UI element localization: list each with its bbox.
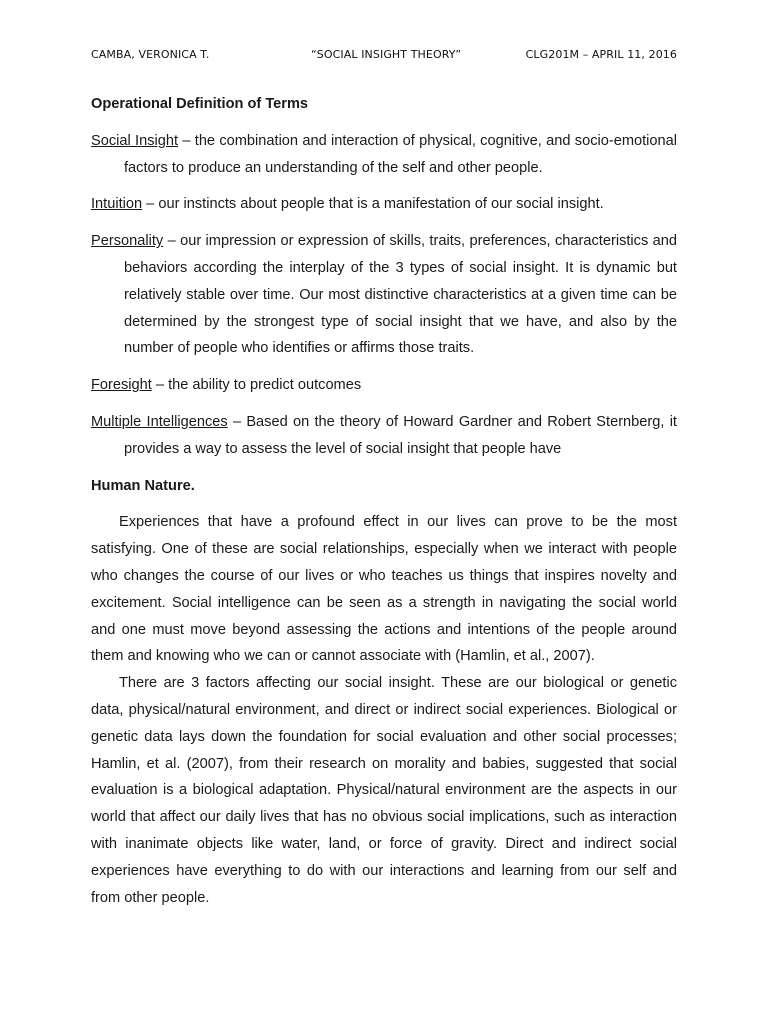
definition-text: – the combination and interaction of physical, cognitive, and socio-emotional factors to produce an understanding of the self and other people.: [124, 132, 677, 176]
definition-term: Intuition: [91, 196, 143, 213]
paragraph: There are 3 factors affecting our social insight. These are our biological or genetic data, physical/natural environment, and direct or indirect social experiences. Biological or genetic data lays down the foundation for social evaluation and other social processes; Hamlin, et al. (2007), from their research on morality and babies, suggested that social evaluation is a biological adaptation. Physical/natural environment are the aspects in our world that affect our daily lives that has no obvious social implications, such as interaction with inanimate objects like water, land, or force of gravity. Direct and indirect social experiences have everything to do with our interactions and learning from our self and from other people.: [91, 675, 677, 906]
definition-intuition: [91, 191, 677, 218]
section-heading-definitions: Operational Definition of Terms: [91, 96, 309, 112]
definition-social-insight: [91, 128, 677, 182]
page-header: [91, 48, 677, 64]
definition-text: – our impression or expression of skills, traits, preferences, characteristics and behaviors according the interplay of the 3 types of social insight. It is dynamic but relatively stable over time. Our most distinctive characteristics at a given time can be determined by the strongest type of social insight that we have, and also by the number of people who identifies or affirms those traits.: [124, 233, 677, 357]
definition-term: Foresight: [91, 377, 152, 394]
paragraph: Experiences that have a profound effect in our lives can prove to be the most satisfying. One of these are social relationships, especially when we interact with people who changes the course of our lives or who teaches us things that inspires novelty and excitement. Social intelligence can be seen as a strength in navigating the social world and one must move beyond assessing the actions and intentions of the people around them and knowing who we can or cannot associate with (Hamlin, et al., 2007).: [91, 514, 677, 665]
section-heading-human-nature: Human Nature.: [91, 477, 195, 494]
definition-term: Social Insight: [91, 132, 179, 149]
definition-foresight: [91, 372, 677, 399]
document-body: [91, 91, 677, 911]
definition-multiple-intelligences: [91, 409, 677, 463]
definition-text: – our instincts about people that is a manifestation of our social insight.: [142, 196, 604, 213]
definition-text: – the ability to predict outcomes: [151, 377, 362, 394]
header-author: CAMBA, VERONICA T.: [91, 48, 210, 61]
definition-term: Personality: [91, 233, 164, 250]
definition-personality: [91, 228, 677, 362]
definition-text: – Based on the theory of Howard Gardner and Robert Sternberg, it provides a way to assess the level of social insight that people have: [124, 413, 677, 457]
definition-term: Multiple Intelligences: [91, 413, 228, 430]
header-course-date: CLG201M – APRIL 11, 2016: [525, 48, 677, 61]
header-title: “SOCIAL INSIGHT THEORY”: [311, 48, 462, 61]
